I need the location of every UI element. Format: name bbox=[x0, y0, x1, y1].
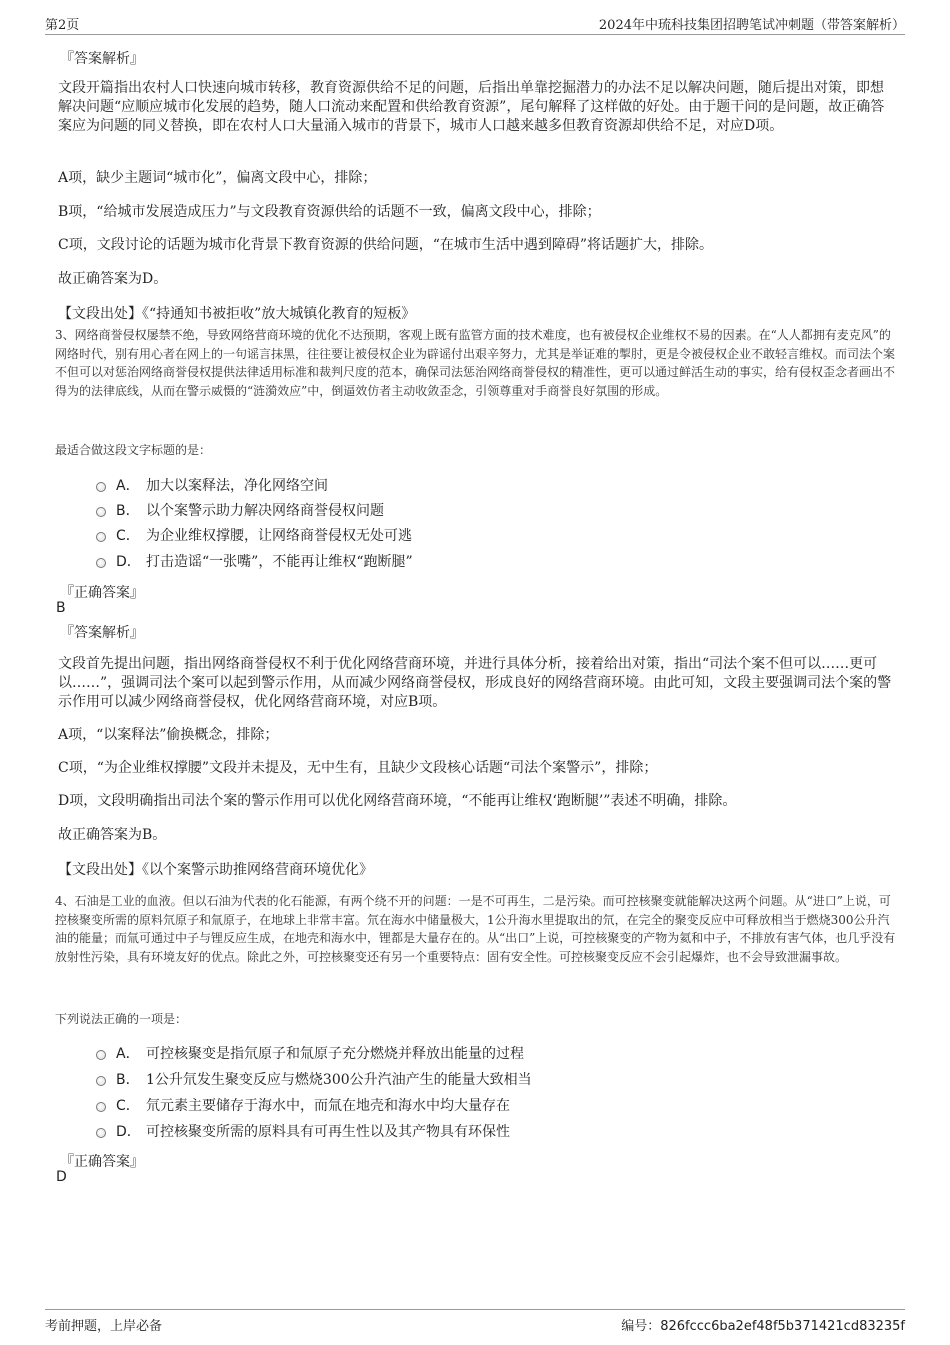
radio-icon[interactable] bbox=[96, 558, 106, 568]
analysis-option-b: B项，“给城市发展造成压力”与文段教育资源供给的话题不一致，偏离文段中心，排除； bbox=[58, 204, 601, 220]
option-b[interactable]: B． 以个案警示助力解决网络商誉侵权问题 bbox=[96, 499, 384, 521]
analysis-label: 『答案解析』 bbox=[60, 51, 144, 67]
radio-icon[interactable] bbox=[96, 482, 106, 492]
page-footer bbox=[45, 1309, 905, 1334]
page-header bbox=[45, 12, 905, 35]
question-3-passage: 3、网络商誉侵权屡禁不绝，导致网络营商环境的优化不达预期，客观上既有监管方面的技术难度，也有被侵权企业维权不易的因素。在“人人都拥有麦克风”的网络时代，别有用心者在网上的一句谣言抹黑，往往要让被侵权企业为辟谣付出艰辛努力，尤其是举证难的掣肘，更是令被侵权企业不敢轻言维权。而司法个案不但可以对惩治网络商誉侵权提供法律适用标准和裁判尺度的范本，确保司法惩治网络商誉侵权的精准性，更可以通过鲜活生动的事实，给有侵权歪念者画出不得为的法律底线，从而在警示威慑的“涟漪效应”中，倒逼效仿者主动收敛歪念，引领尊重对手商誉良好氛围的形成。 bbox=[55, 328, 896, 398]
question-4-passage: 4、石油是工业的血液。但以石油为代表的化石能源，有两个绕不开的问题：一是不可再生，二是污染。而可控核聚变就能解决这两个问题。从“进口”上说，可控核聚变所需的原料氘原子和氚原子，在地球上非常丰富。氘在海水中储量极大，1公升海水里提取出的氘，在完全的聚变反应中可释放相当于燃烧300公升汽油的能量；而氚可通过中子与锂反应生成，在地壳和海水中，锂都是大量存在的。从“出口”上说，可控核聚变的产物为氦和中子，不排放有害气体，也几乎没有放射性污染，具有环境友好的优点。除此之外，可控核聚变还有另一个重要特点：固有安全性。可控核聚变反应不会引起爆炸，也不会导致泄漏事故。 bbox=[55, 894, 896, 964]
option-d[interactable]: D． 可控核聚变所需的原料具有可再生性以及其产物具有环保性 bbox=[96, 1120, 510, 1142]
radio-icon[interactable] bbox=[96, 1128, 106, 1138]
option-c[interactable]: C． 氘元素主要储存于海水中，而氚在地壳和海水中均大量存在 bbox=[96, 1094, 510, 1116]
option-c[interactable]: C． 为企业维权撑腰，让网络商誉侵权无处可逃 bbox=[96, 524, 412, 546]
question-3-prompt: 最适合做这段文字标题的是： bbox=[55, 443, 212, 457]
analysis-conclusion: 故正确答案为D。 bbox=[58, 271, 168, 287]
correct-answer-label: 『正确答案』 bbox=[60, 1154, 144, 1170]
document-title: 2024年中琉科技集团招聘笔试冲刺题（带答案解析） bbox=[598, 18, 905, 33]
analysis-conclusion: 故正确答案为B。 bbox=[58, 827, 167, 843]
analysis-option-a: A项，“以案释法”偷换概念，排除； bbox=[58, 727, 279, 743]
radio-icon[interactable] bbox=[96, 507, 106, 517]
analysis-paragraph: 文段首先提出问题，指出网络商誉侵权不利于优化网络营商环境，并进行具体分析，接着给出对策，指出“司法个案不但可以……更可以……”，强调司法个案可以起到警示作用，从而减少网络商誉侵权，形成良好的网络营商环境。由此可知，文段主要强调司法个案的警示作用可以减少网络商誉侵权，优化网络营商环境，对应B项。 bbox=[58, 656, 892, 710]
question-4-prompt: 下列说法正确的一项是： bbox=[55, 1012, 188, 1026]
analysis-label: 『答案解析』 bbox=[60, 625, 144, 641]
document-code: 编号：826fccc6ba2ef48f5b371421cd83235f bbox=[621, 1319, 905, 1334]
correct-answer-label: 『正确答案』 bbox=[60, 585, 144, 601]
option-a[interactable]: A． 可控核聚变是指氘原子和氚原子充分燃烧并释放出能量的过程 bbox=[96, 1042, 524, 1064]
radio-icon[interactable] bbox=[96, 1076, 106, 1086]
option-b[interactable]: B． 1公升氘发生聚变反应与燃烧300公升汽油产生的能量大致相当 bbox=[96, 1068, 532, 1090]
radio-icon[interactable] bbox=[96, 532, 106, 542]
option-d[interactable]: D． 打击造谣“一张嘴”，不能再让维权“跑断腿” bbox=[96, 550, 413, 572]
option-a[interactable]: A． 加大以案释法，净化网络空间 bbox=[96, 474, 328, 496]
footer-slogan: 考前押题，上岸必备 bbox=[45, 1319, 163, 1334]
passage-source: 【文段出处】《“持通知书被拒收”放大城镇化教育的短板》 bbox=[58, 306, 416, 322]
analysis-option-c: C项，“为企业维权撑腰”文段并未提及，无中生有，且缺少文段核心话题“司法个案警示”，排除； bbox=[58, 760, 658, 776]
analysis-option-c: C项，文段讨论的话题为城市化背景下教育资源的供给问题，“在城市生活中遇到障碍”将话题扩大，排除。 bbox=[58, 237, 714, 253]
analysis-option-a: A项，缺少主题词“城市化”，偏离文段中心，排除； bbox=[58, 170, 377, 186]
page-number: 第2页 bbox=[45, 18, 80, 33]
correct-answer: B bbox=[56, 600, 66, 616]
passage-source: 【文段出处】《以个案警示助推网络营商环境优化》 bbox=[58, 862, 373, 878]
radio-icon[interactable] bbox=[96, 1050, 106, 1060]
correct-answer: D bbox=[56, 1169, 67, 1185]
analysis-paragraph: 文段开篇指出农村人口快速向城市转移，教育资源供给不足的问题，后指出单靠挖掘潜力的办法不足以解决问题，随后提出对策，即想解决问题“应顺应城市化发展的趋势，随人口流动来配置和供给教育资源”，尾句解释了这样做的好处。由于题干问的是问题，故正确答案应为问题的同义替换，即在农村人口大量涌入城市的背景下，城市人口越来越多但教育资源却供给不足，对应D项。 bbox=[58, 80, 885, 134]
analysis-option-d: D项，文段明确指出司法个案的警示作用可以优化网络营商环境，“不能再让维权‘跑断腿’”表述不明确，排除。 bbox=[58, 793, 737, 809]
radio-icon[interactable] bbox=[96, 1102, 106, 1112]
